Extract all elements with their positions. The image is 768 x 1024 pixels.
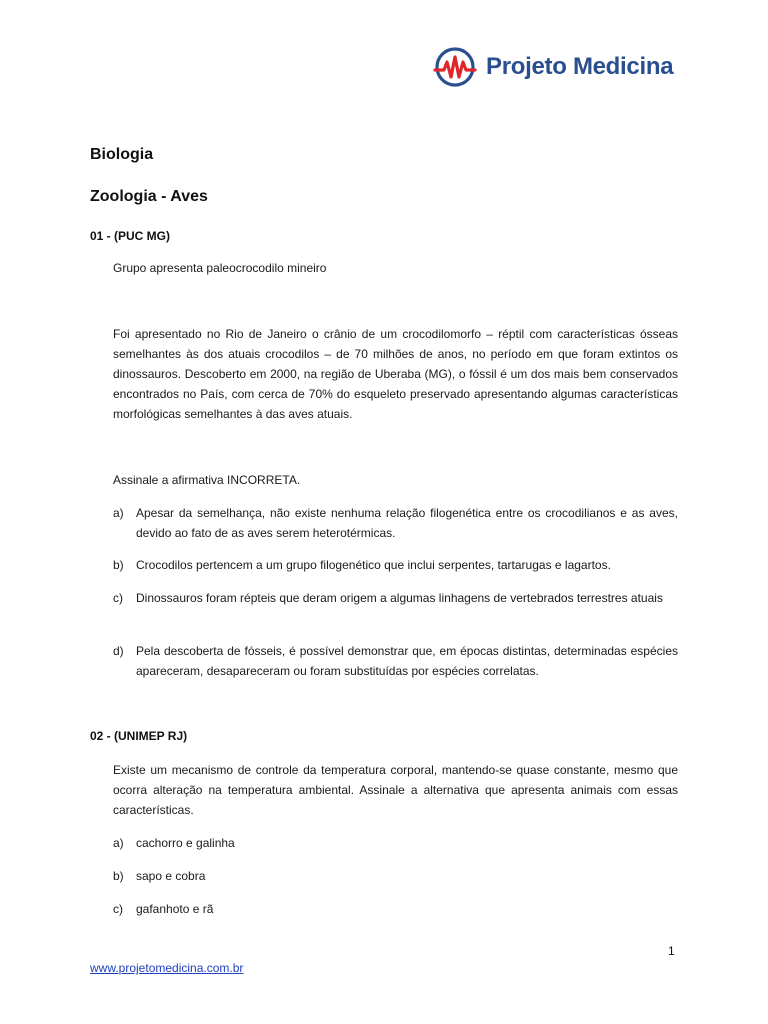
option-letter: d) xyxy=(113,644,124,658)
question-2-option-c xyxy=(113,899,678,919)
question-1-intro: Grupo apresenta paleocrocodilo mineiro xyxy=(113,261,327,275)
question-1-option-c xyxy=(113,588,678,608)
option-letter: b) xyxy=(113,558,124,572)
question-1-prompt: Assinale a afirmativa INCORRETA. xyxy=(113,473,301,487)
question-1-body: Foi apresentado no Rio de Janeiro o crânio de um crocodilomorfo – réptil com características ósseas semelhantes às dos atuais crocodilos – de 70 milhões de anos, no período em que foram extintos os dinossauros. Descoberto em 2000, na região de Uberaba (MG), o fóssil é um dos mais bem conservados encontrados no País, com cerca de 70% do esqueleto preservado apresentando algumas características morfológicas semelhantes à das aves atuais. xyxy=(113,327,678,421)
option-text: cachorro e galinha xyxy=(136,836,235,850)
option-letter: a) xyxy=(113,836,124,850)
question-1-option-a xyxy=(113,503,678,543)
footer-website-link[interactable]: www.projetomedicina.com.br xyxy=(90,961,244,975)
option-text: gafanhoto e rã xyxy=(136,902,214,916)
option-text: Dinossauros foram répteis que deram origem a algumas linhagens de vertebrados terrestres atuais xyxy=(136,591,663,605)
option-letter: a) xyxy=(113,506,124,520)
logo-text: Projeto Medicina xyxy=(486,53,674,80)
option-letter: c) xyxy=(113,902,123,916)
page-number: 1 xyxy=(668,944,675,958)
question-2-body: Existe um mecanismo de controle da temperatura corporal, mantendo-se quase constante, mesmo que ocorra alteração na temperatura ambiental. Assinale a alternativa que apresenta animais com essas características. xyxy=(113,763,678,817)
option-letter: c) xyxy=(113,591,123,605)
medicina-logo-icon xyxy=(432,44,478,90)
question-2-header: 02 - (UNIMEP RJ) xyxy=(90,729,188,743)
topic-title: Zoologia - Aves xyxy=(90,188,208,205)
question-2-option-b xyxy=(113,866,678,886)
question-1-header: 01 - (PUC MG) xyxy=(90,229,171,243)
option-text: Pela descoberta de fósseis, é possível demonstrar que, em épocas distintas, determinadas espécies apareceram, desapareceram ou foram substituídas por espécies correlatas. xyxy=(136,644,678,678)
option-text: Crocodilos pertencem a um grupo filogenético que inclui serpentes, tartarugas e lagartos. xyxy=(136,558,611,572)
question-1-option-d xyxy=(113,641,678,681)
option-text: sapo e cobra xyxy=(136,869,206,883)
brand-logo xyxy=(432,44,673,90)
option-letter: b) xyxy=(113,869,124,883)
subject-title: Biologia xyxy=(90,146,154,163)
question-2-option-a xyxy=(113,833,678,853)
option-text: Apesar da semelhança, não existe nenhuma relação filogenética entre os crocodilianos e as aves, devido ao fato de as aves serem heterotérmicas. xyxy=(136,506,678,540)
question-1-option-b xyxy=(113,555,678,575)
